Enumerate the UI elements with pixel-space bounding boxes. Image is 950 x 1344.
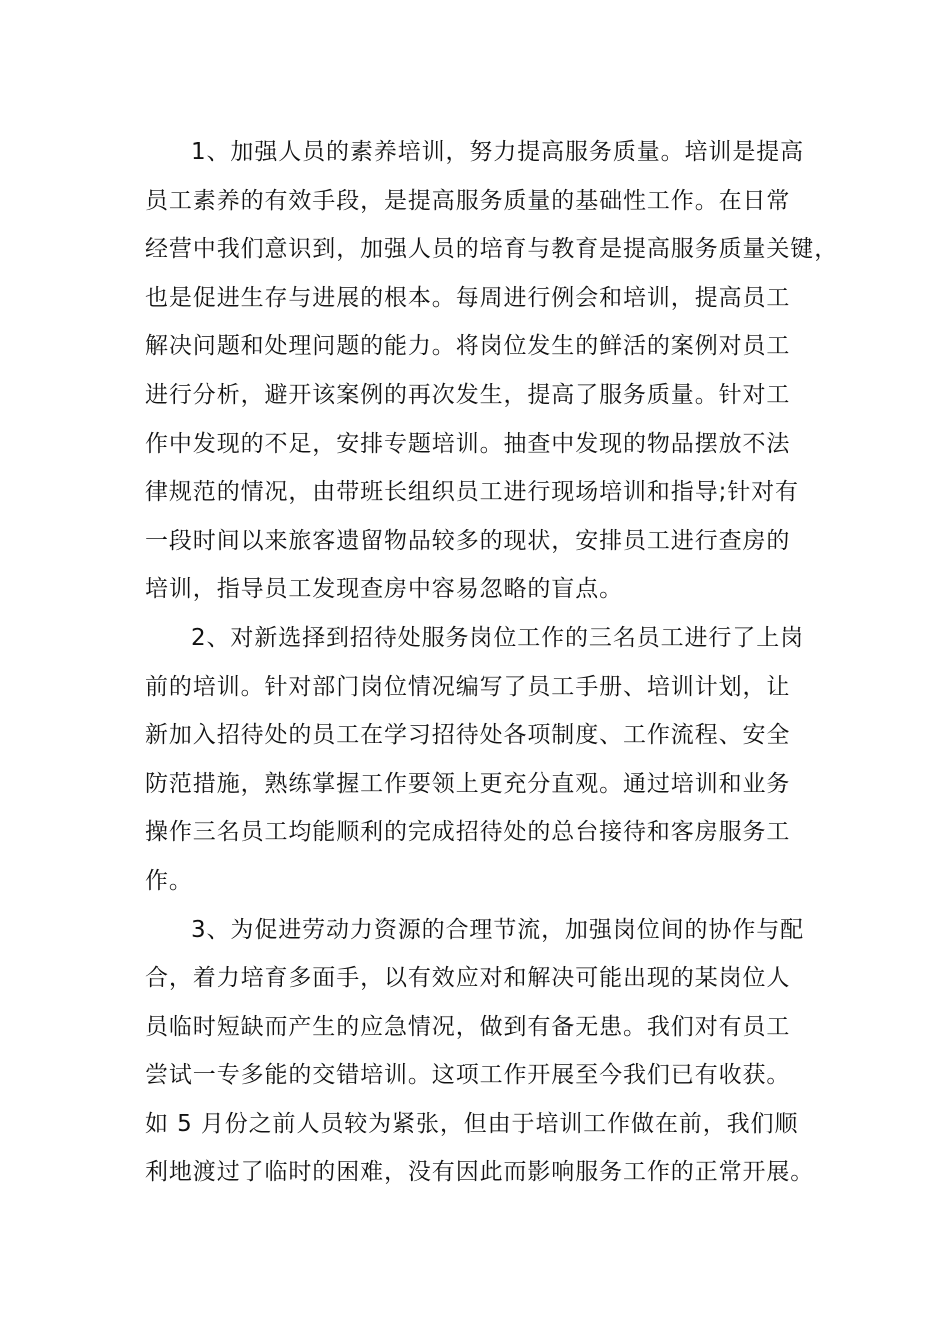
paragraph-2-line-1: 2、对新选择到招待处服务岗位工作的三名员工进行了上岗	[191, 624, 805, 651]
paragraph-1-line-10: 培训，指导员工发现查房中容易忽略的盲点。	[145, 576, 623, 603]
paragraph-1-line-3: 经营中我们意识到，加强人员的培育与教育是提高服务质量关键，	[145, 236, 839, 263]
paragraph-1-line-5: 解决问题和处理问题的能力。将岗位发生的鲜活的案例对员工	[145, 333, 791, 360]
paragraph-2-line-4: 防范措施，熟练掌握工作要领上更充分直观。通过培训和业务	[145, 770, 791, 797]
paragraph-3-line-3: 员临时短缺而产生的应急情况，做到有备无患。我们对有员工	[145, 1013, 791, 1040]
paragraph-3-line-2: 合，着力培育多面手，以有效应对和解决可能出现的某岗位人	[145, 965, 791, 992]
paragraph-1-line-9: 一段时间以来旅客遗留物品较多的现状，安排员工进行查房的	[145, 527, 791, 554]
paragraph-3-line-4: 尝试一专多能的交错培训。这项工作开展至今我们已有收获。	[145, 1062, 791, 1089]
paragraph-3-line-6: 利地渡过了临时的困难，没有因此而影响服务工作的正常开展。	[145, 1159, 815, 1186]
paragraph-3-line-5: 如 5 月份之前人员较为紧张，但由于培训工作做在前，我们顺	[145, 1110, 799, 1137]
paragraph-3-line-1: 3、为促进劳动力资源的合理节流，加强岗位间的协作与配	[191, 916, 805, 943]
paragraph-2-line-2: 前的培训。针对部门岗位情况编写了员工手册、培训计划，让	[145, 673, 791, 700]
document-body	[145, 128, 839, 1197]
paragraph-1-line-2: 员工素养的有效手段，是提高服务质量的基础性工作。在日常	[145, 187, 791, 214]
paragraph-2-line-5: 操作三名员工均能顺利的完成招待处的总台接待和客房服务工	[145, 819, 791, 846]
paragraph-2-line-3: 新加入招待处的员工在学习招待处各项制度、工作流程、安全	[145, 722, 791, 749]
paragraph-1-line-4: 也是促进生存与进展的根本。每周进行例会和培训，提高员工	[145, 284, 791, 311]
paragraph-1-line-8: 律规范的情况，由带班长组织员工进行现场培训和指导;针对有	[145, 479, 799, 506]
paragraph-1-line-6: 进行分析，避开该案例的再次发生，提高了服务质量。针对工	[145, 381, 791, 408]
paragraph-1-line-7: 作中发现的不足，安排专题培训。抽查中发现的物品摆放不法	[145, 430, 791, 457]
paragraph-1-line-1: 1、加强人员的素养培训，努力提高服务质量。培训是提高	[191, 139, 805, 165]
paragraph-2-line-6: 作。	[145, 867, 193, 894]
